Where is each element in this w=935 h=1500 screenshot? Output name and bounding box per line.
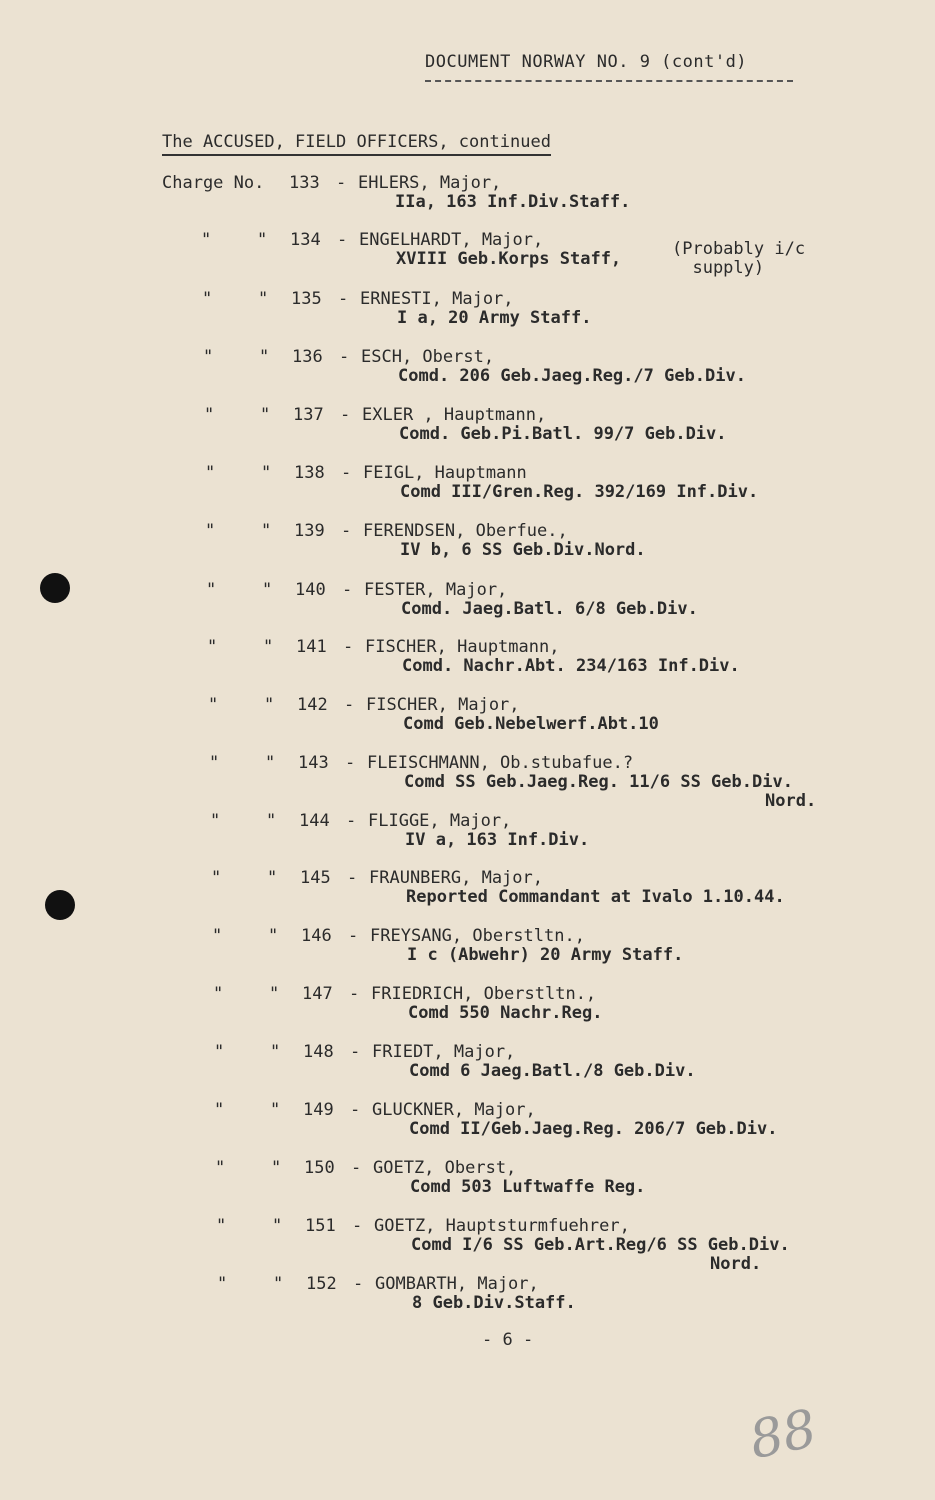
accused-unit: Comd. Geb.Pi.Batl. 99/7 Geb.Div. (399, 424, 727, 444)
ditto-mark: " (261, 521, 272, 541)
separator-dash: - (337, 230, 348, 250)
charge-number: 149 (303, 1100, 334, 1120)
accused-unit: Comd 6 Jaeg.Batl./8 Geb.Div. (409, 1061, 696, 1081)
accused-unit: Comd 503 Luftwaffe Reg. (410, 1177, 646, 1197)
accused-name-rank: GOETZ, Hauptsturmfuehrer, (374, 1216, 630, 1236)
charge-number: 140 (295, 580, 326, 600)
header-underline (425, 80, 793, 82)
accused-unit-continued: Nord. (765, 791, 817, 811)
ditto-mark: " (269, 984, 280, 1004)
separator-dash: - (342, 580, 353, 600)
ditto-mark: " (204, 405, 215, 425)
accused-unit-continued: Nord. (710, 1254, 762, 1274)
separator-dash: - (350, 1100, 361, 1120)
accused-name-rank: EHLERS, Major, (358, 173, 502, 193)
separator-dash: - (345, 753, 356, 773)
accused-unit: Comd II/Geb.Jaeg.Reg. 206/7 Geb.Div. (409, 1119, 778, 1139)
ditto-mark: " (257, 230, 268, 250)
separator-dash: - (353, 1274, 364, 1294)
ditto-mark: " (205, 463, 216, 483)
ditto-mark: " (265, 753, 276, 773)
ditto-mark: " (270, 1100, 281, 1120)
charge-number: 147 (302, 984, 333, 1004)
ditto-mark: " (262, 580, 273, 600)
charge-number: 143 (298, 753, 329, 773)
accused-name-rank: GOMBARTH, Major, (375, 1274, 539, 1294)
ditto-mark: " (273, 1274, 284, 1294)
charge-number: 142 (297, 695, 328, 715)
separator-dash: - (352, 1216, 363, 1236)
ditto-mark: " (266, 811, 277, 831)
ditto-mark: " (271, 1158, 282, 1178)
accused-note: (Probably i/c supply) (672, 239, 806, 278)
ditto-mark: " (207, 637, 218, 657)
charge-number: 135 (291, 289, 322, 309)
section-title: The ACCUSED, FIELD OFFICERS, continued (162, 132, 551, 156)
accused-name-rank: GOETZ, Oberst, (373, 1158, 517, 1178)
ditto-mark: " (217, 1274, 228, 1294)
accused-unit: IV a, 163 Inf.Div. (405, 830, 590, 850)
charge-number: 136 (292, 347, 323, 367)
charge-number: 139 (294, 521, 325, 541)
ditto-mark: " (268, 926, 279, 946)
charge-number: 144 (299, 811, 330, 831)
ditto-mark: " (211, 868, 222, 888)
ditto-mark: " (210, 811, 221, 831)
ditto-mark: " (212, 926, 223, 946)
ditto-mark: " (263, 637, 274, 657)
separator-dash: - (338, 289, 349, 309)
accused-name-rank: FREYSANG, Oberstltn., (370, 926, 585, 946)
accused-name-rank: GLUCKNER, Major, (372, 1100, 536, 1120)
ditto-mark: " (202, 289, 213, 309)
charge-number: 138 (294, 463, 325, 483)
charge-number: 152 (306, 1274, 337, 1294)
accused-name-rank: FESTER, Major, (364, 580, 508, 600)
accused-unit: 8 Geb.Div.Staff. (412, 1293, 576, 1313)
charge-number: 133 (289, 173, 320, 193)
charge-number: 151 (305, 1216, 336, 1236)
separator-dash: - (350, 1042, 361, 1062)
ditto-mark: " (214, 1042, 225, 1062)
charge-prefix: Charge No. (162, 173, 265, 193)
separator-dash: - (343, 637, 354, 657)
accused-name-rank: FRIEDT, Major, (372, 1042, 516, 1062)
separator-dash: - (344, 695, 355, 715)
handwritten-folio-number: 88 (744, 1398, 822, 1472)
charge-number: 146 (301, 926, 332, 946)
punch-hole-lower (45, 890, 75, 920)
ditto-mark: " (259, 347, 270, 367)
accused-name-rank: ENGELHARDT, Major, (359, 230, 544, 250)
accused-unit: Comd Geb.Nebelwerf.Abt.10 (403, 714, 659, 734)
ditto-mark: " (216, 1216, 227, 1236)
accused-unit: I c (Abwehr) 20 Army Staff. (407, 945, 684, 965)
ditto-mark: " (203, 347, 214, 367)
separator-dash: - (339, 347, 350, 367)
ditto-mark: " (215, 1158, 226, 1178)
accused-name-rank: FEIGL, Hauptmann (363, 463, 527, 483)
accused-unit: XVIII Geb.Korps Staff, (396, 249, 622, 269)
separator-dash: - (351, 1158, 362, 1178)
separator-dash: - (348, 926, 359, 946)
accused-name-rank: ESCH, Oberst, (361, 347, 495, 367)
ditto-mark: " (201, 230, 212, 250)
accused-unit: Reported Commandant at Ivalo 1.10.44. (406, 887, 785, 907)
accused-unit: Comd. Nachr.Abt. 234/163 Inf.Div. (402, 656, 740, 676)
separator-dash: - (349, 984, 360, 1004)
ditto-mark: " (205, 521, 216, 541)
accused-name-rank: FLEISCHMANN, Ob.stubafue.? (367, 753, 634, 773)
accused-name-rank: FRIEDRICH, Oberstltn., (371, 984, 597, 1004)
accused-name-rank: EXLER , Hauptmann, (362, 405, 547, 425)
accused-name-rank: ERNESTI, Major, (360, 289, 514, 309)
accused-unit: Comd I/6 SS Geb.Art.Reg/6 SS Geb.Div. (411, 1235, 790, 1255)
ditto-mark: " (270, 1042, 281, 1062)
separator-dash: - (341, 521, 352, 541)
accused-unit: I a, 20 Army Staff. (397, 308, 592, 328)
ditto-mark: " (208, 695, 219, 715)
separator-dash: - (341, 463, 352, 483)
separator-dash: - (347, 868, 358, 888)
accused-name-rank: FISCHER, Hauptmann, (365, 637, 560, 657)
accused-unit: Comd 550 Nachr.Reg. (408, 1003, 603, 1023)
ditto-mark: " (264, 695, 275, 715)
charge-number: 141 (296, 637, 327, 657)
ditto-mark: " (272, 1216, 283, 1236)
ditto-mark: " (258, 289, 269, 309)
charge-number: 150 (304, 1158, 335, 1178)
accused-name-rank: FLIGGE, Major, (368, 811, 512, 831)
accused-name-rank: FERENDSEN, Oberfue., (363, 521, 568, 541)
accused-unit: IIa, 163 Inf.Div.Staff. (395, 192, 631, 212)
ditto-mark: " (206, 580, 217, 600)
accused-unit: IV b, 6 SS Geb.Div.Nord. (400, 540, 646, 560)
accused-name-rank: FRAUNBERG, Major, (369, 868, 543, 888)
charge-number: 137 (293, 405, 324, 425)
charge-number: 148 (303, 1042, 334, 1062)
punch-hole-upper (40, 573, 70, 603)
accused-unit: Comd SS Geb.Jaeg.Reg. 11/6 SS Geb.Div. (404, 772, 793, 792)
accused-name-rank: FISCHER, Major, (366, 695, 520, 715)
separator-dash: - (336, 173, 347, 193)
page-number: - 6 - (482, 1330, 534, 1350)
separator-dash: - (346, 811, 357, 831)
ditto-mark: " (209, 753, 220, 773)
charge-number: 134 (290, 230, 321, 250)
ditto-mark: " (213, 984, 224, 1004)
ditto-mark: " (261, 463, 272, 483)
charge-number: 145 (300, 868, 331, 888)
ditto-mark: " (260, 405, 271, 425)
ditto-mark: " (214, 1100, 225, 1120)
accused-unit: Comd. 206 Geb.Jaeg.Reg./7 Geb.Div. (398, 366, 746, 386)
accused-unit: Comd. Jaeg.Batl. 6/8 Geb.Div. (401, 599, 698, 619)
ditto-mark: " (267, 868, 278, 888)
document-header: DOCUMENT NORWAY NO. 9 (cont'd) (425, 52, 748, 72)
separator-dash: - (340, 405, 351, 425)
accused-unit: Comd III/Gren.Reg. 392/169 Inf.Div. (400, 482, 759, 502)
